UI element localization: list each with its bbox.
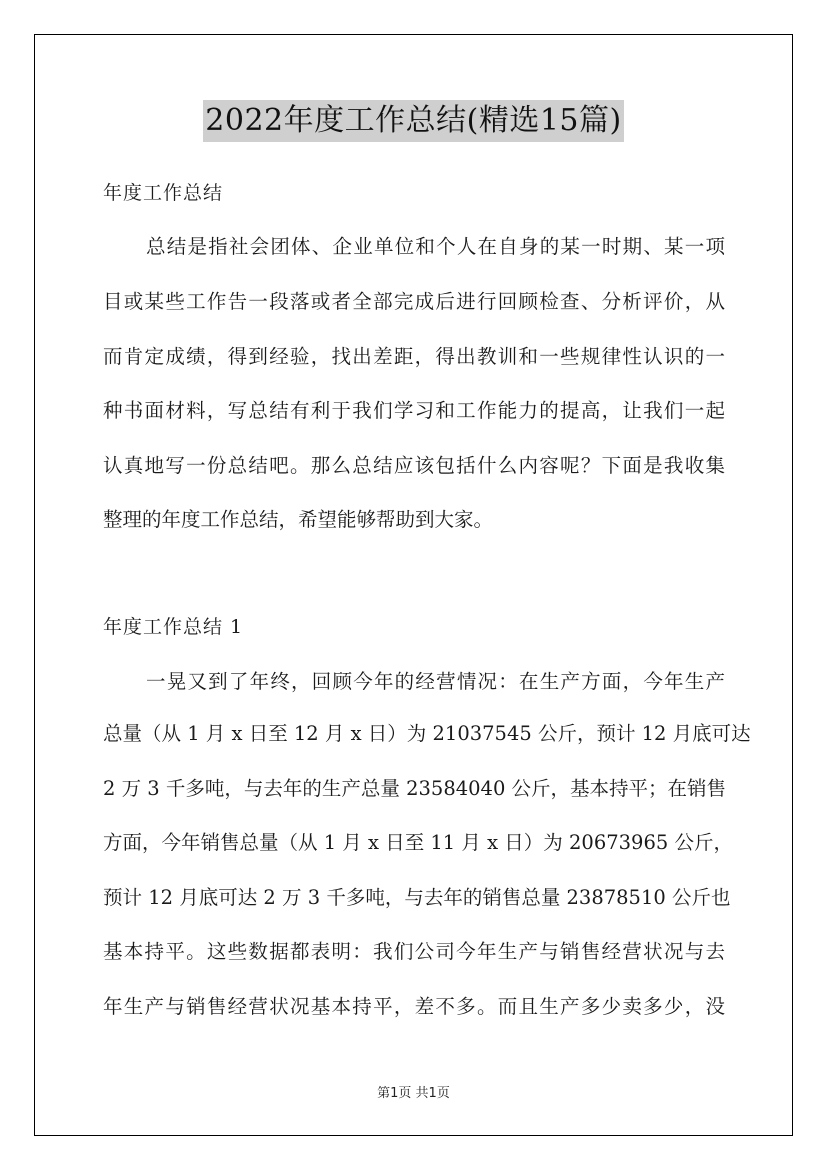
document-title: 2022年度工作总结(精选15篇) — [203, 100, 623, 142]
intro-heading: 年度工作总结 — [103, 182, 224, 204]
section1-line: 预计 12 月底可达 2 万 3 千多吨，与去年的销售总量 23878510 公斤也 — [103, 886, 731, 909]
intro-line: 目或某些工作告一段落或者全部完成后进行回顾检查、分析评价，从 — [103, 290, 725, 313]
intro-line: 总结是指社会团体、企业单位和个人在自身的某一时期、某一项 — [146, 235, 725, 258]
section1-heading: 年度工作总结 1 — [103, 616, 244, 638]
intro-line: 而肯定成绩，得到经验，找出差距，得出教训和一些规律性认识的一 — [103, 345, 725, 368]
intro-line: 认真地写一份总结吧。那么总结应该包括什么内容呢？下面是我收集 — [103, 454, 725, 477]
title-container — [0, 100, 827, 142]
section1-line: 总量（从 1 月 x 日至 12 月 x 日）为 21037545 公斤，预计 12 月底可达 — [103, 722, 751, 745]
intro-line: 种书面材料，写总结有利于我们学习和工作能力的提高，让我们一起 — [103, 399, 725, 422]
page-footer: 第1页 共1页 — [377, 1086, 450, 1101]
section1-line: 方面，今年销售总量（从 1 月 x 日至 11 月 x 日）为 20673965 公斤， — [103, 831, 733, 854]
section1-line: 基本持平。这些数据都表明：我们公司今年生产与销售经营状况与去 — [103, 940, 725, 963]
intro-line: 整理的年度工作总结，希望能够帮助到大家。 — [103, 508, 494, 531]
section1-line: 年生产与销售经营状况基本持平，差不多。而且生产多少卖多少，没 — [103, 995, 725, 1018]
section1-line: 一晃又到了年终，回顾今年的经营情况：在生产方面，今年生产 — [146, 670, 725, 693]
section1-line: 2 万 3 千多吨，与去年的生产总量 23584040 公斤，基本持平；在销售 — [103, 777, 727, 800]
